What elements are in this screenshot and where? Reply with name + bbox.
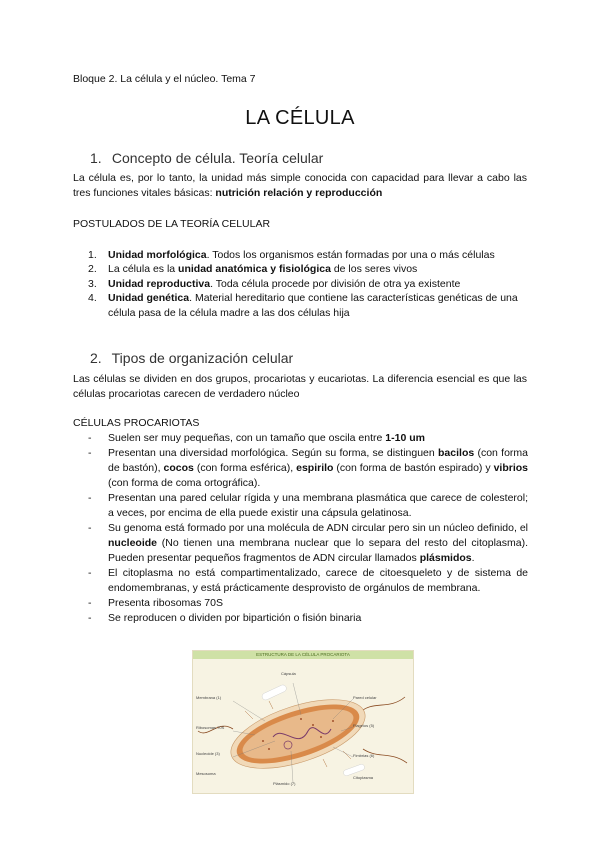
label-mesosome: Mesosoma (196, 771, 216, 776)
prokaryotic-cell-figure (192, 650, 414, 794)
item-text: El citoplasma no está compartimentalizado, carece de citoesqueleto y de sistema de endomembranas, y está prácticamente desprovisto de orgánulos de membrana. (108, 567, 528, 594)
item-bold: plásmidos (419, 552, 472, 564)
item-text: Se reproducen o dividen por bipartición o fisión binaria (108, 612, 362, 624)
list-item (88, 521, 528, 566)
item-bold: bacilos (438, 447, 475, 459)
list-item (88, 248, 528, 262)
item-text: Suelen ser muy pequeñas, con un tamaño que oscila entre (108, 432, 386, 444)
item-text: (con forma de bastón espirado) y (333, 462, 494, 474)
item-text: Presenta ribosomas 70S (108, 597, 223, 609)
list-marker: 1. (88, 249, 97, 261)
list-item (88, 431, 528, 446)
label-capsule: Cápsula (281, 671, 296, 676)
postulate-bold: Unidad reproductiva (108, 277, 211, 290)
item-text: . (471, 552, 475, 564)
postulate-text: . Toda célula procede por división de otra ya existente (210, 277, 461, 290)
section-2-title: Tipos de organización celular (111, 350, 294, 366)
item-bold: cocos (163, 462, 194, 474)
item-bold: nucleoide (108, 537, 158, 549)
item-bold: vibrios (493, 462, 529, 474)
bacillus-shape (261, 684, 288, 701)
postulates-list (88, 248, 528, 320)
section-2-number: 2. (90, 350, 102, 366)
section-1-number: 1. (90, 150, 102, 166)
postulate-text: . Todos los organismos están formadas por una o más células (206, 249, 495, 261)
list-marker: - (88, 567, 92, 579)
label-membrane: Membrana (1) (196, 695, 222, 700)
item-text: (con forma de coma ortográfica). (108, 477, 261, 489)
label-cell-wall: Pared celular (353, 695, 377, 700)
list-marker: - (88, 597, 92, 609)
list-marker: 2. (88, 263, 97, 276)
list-marker: - (88, 447, 92, 459)
item-bold: 1-10 um (385, 432, 425, 444)
figure-banner: ESTRUCTURA DE LA CÉLULA PROCARIOTA (193, 651, 413, 659)
item-bold: espirilo (296, 462, 334, 474)
item-text: (con forma de bastón), (108, 447, 529, 474)
document-header: Bloque 2. La célula y el núcleo. Tema 7 (73, 73, 256, 85)
section-1-intro (73, 171, 527, 201)
prokaryotes-list (88, 431, 528, 626)
section-2-heading (90, 350, 293, 366)
list-item (88, 491, 528, 521)
item-text: (No tienen una membrana nuclear que lo separa del resto del citoplasma). Pueden presentar pequeños fragmentos de ADN circular llamados (108, 537, 528, 564)
intro-text: La célula es, por lo tanto, la unidad más simple conocida con capacidad para llevar a cabo las tres funciones vitales básicas: (73, 172, 527, 199)
page-title: LA CÉLULA (245, 107, 355, 129)
section-1-heading (90, 150, 323, 166)
intro-bold: nutrición relación y reproducción (215, 187, 383, 199)
list-item (88, 596, 528, 611)
list-item (88, 277, 528, 291)
item-text: Presentan una pared celular rígida y una membrana plasmática que carece de colesterol; a veces, por encima de ella puede existir una cápsula gelatinosa. (108, 492, 528, 519)
label-flagella: Flagelos (5) (353, 723, 375, 728)
list-marker: - (88, 492, 92, 504)
list-marker: - (88, 522, 92, 534)
postulate-bold: Unidad genética (108, 292, 190, 305)
postulate-text: . Material hereditario que contiene las características genéticas de una célula pasa de la célula madre a las dos células hija (108, 292, 518, 319)
label-plasmid: Plásmido (7) (273, 781, 296, 786)
label-cytoplasm: Citoplasma (353, 775, 374, 780)
item-text: (con forma esférica), (193, 462, 297, 474)
section-2-intro: Las células se dividen en dos grupos, procariotas y eucariotas. La diferencia esencial es que las células procariotas carecen de verdadero núcleo (73, 373, 527, 400)
list-item (88, 566, 528, 596)
list-marker: - (88, 612, 92, 624)
list-item (88, 291, 528, 320)
item-text: Presentan una diversidad morfológica. Según su forma, se distinguen (108, 447, 439, 459)
list-item (88, 262, 528, 276)
postulate-bold: Unidad morfológica (108, 249, 207, 261)
list-item (88, 611, 528, 626)
label-ribosomes: Ribosomas 70S (196, 725, 225, 730)
postulate-bold: unidad anatómica y fisiológica (178, 263, 331, 276)
list-marker: 4. (88, 292, 97, 305)
postulate-text: de los seres vivos (330, 263, 418, 276)
list-item (88, 446, 528, 491)
label-fimbriae: Fimbrias (6) (353, 753, 375, 758)
list-marker: - (88, 432, 92, 444)
list-marker: 3. (88, 277, 97, 290)
item-text: Su genoma está formado por una molécula de ADN circular pero sin un núcleo definido, el (108, 522, 528, 534)
postulate-pre: La célula es la (108, 263, 179, 276)
label-nucleoid: Nucleoide (3) (196, 751, 220, 756)
prokaryotes-heading: CÉLULAS PROCARIOTAS (73, 417, 200, 429)
section-1-title: Concepto de célula. Teoría celular (111, 150, 324, 166)
postulates-heading: POSTULADOS DE LA TEORÍA CELULAR (73, 218, 271, 230)
